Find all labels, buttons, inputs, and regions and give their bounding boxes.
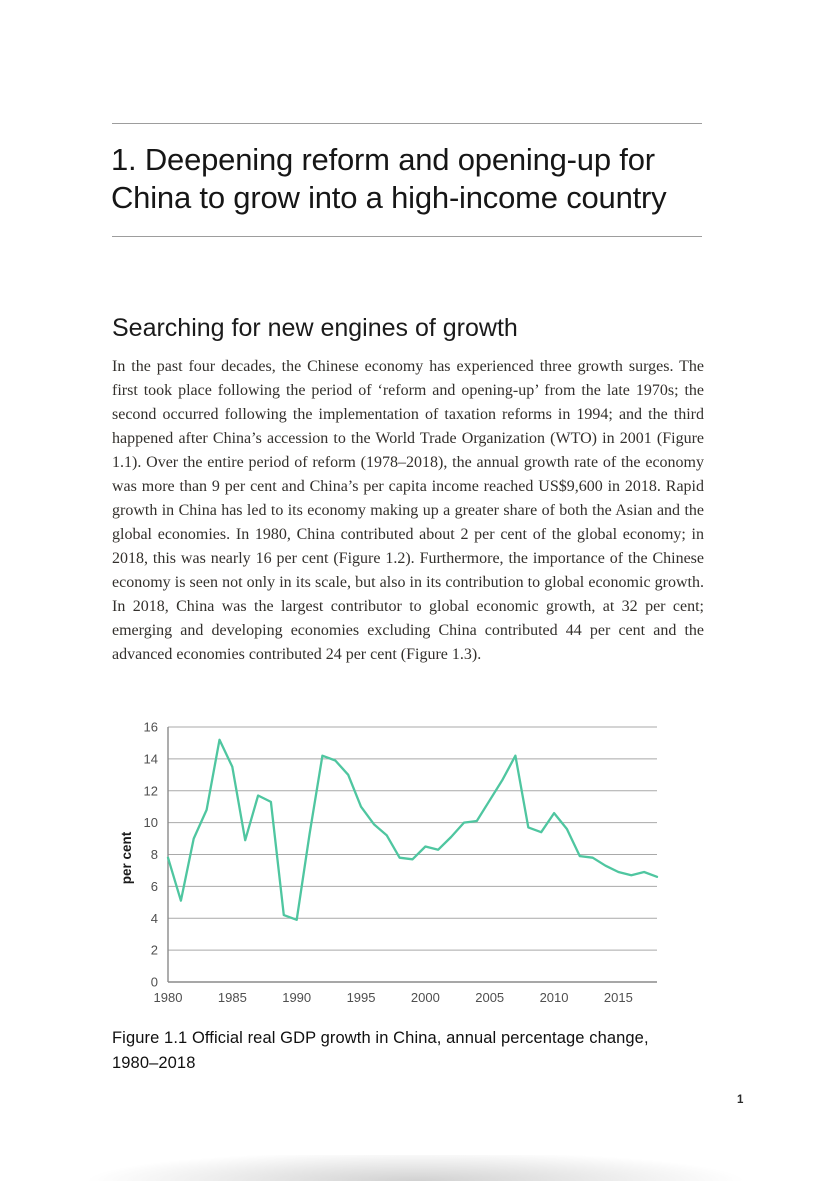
svg-text:4: 4 — [150, 910, 158, 926]
svg-text:0: 0 — [150, 974, 158, 990]
svg-text:1990: 1990 — [282, 990, 312, 1005]
svg-text:2010: 2010 — [539, 990, 569, 1005]
svg-text:6: 6 — [150, 878, 158, 894]
svg-text:1980: 1980 — [153, 990, 183, 1005]
svg-text:2: 2 — [150, 942, 158, 958]
chapter-title — [111, 141, 715, 217]
title-rule-bottom — [112, 236, 702, 237]
title-rule-top — [112, 123, 702, 124]
figure-1-1-chart-area — [100, 698, 720, 1013]
svg-text:2005: 2005 — [475, 990, 505, 1005]
svg-text:14: 14 — [143, 751, 158, 767]
chapter-title-line-1: 1. Deepening reform and opening-up for — [111, 142, 655, 177]
svg-text:2000: 2000 — [410, 990, 440, 1005]
page-number: 1 — [737, 1094, 744, 1106]
section-heading: Searching for new engines of growth — [112, 314, 518, 342]
body-paragraph: In the past four decades, the Chinese economy has experienced three growth surges. The first took place following the period of ‘reform and opening-up’ from the late 1970s; the second occurred following the implementation of taxation reforms in 1994; and the third happened after China’s accession to the World Trade Organization (WTO) in 2001 (Figure 1.1). Over the entire period of reform (1978–2018), the annual growth rate of the economy was more than 9 per cent and China’s per capita income reached US$9,600 in 2018. Rapid growth in China has led to its economy making up a greater share of both the Asian and the global economies. In 1980, China contributed about 2 per cent of the global economy; in 2018, this was nearly 16 per cent (Figure 1.2). Furthermore, the importance of the Chinese economy is seen not only in its scale, but also in its contribution to global economic growth. In 2018, China was the largest contributor to global economic growth, at 32 per cent; emerging and developing economies excluding China contributed 44 per cent and the advanced economies contributed 24 per cent (Figure 1.3). — [112, 358, 704, 663]
figure-caption: Figure 1.1 Official real GDP growth in China, annual percentage change, 1980–2018 — [112, 1029, 649, 1072]
svg-text:per cent: per cent — [119, 831, 134, 885]
svg-text:8: 8 — [150, 847, 158, 862]
svg-text:1995: 1995 — [346, 990, 376, 1005]
svg-text:10: 10 — [143, 815, 158, 831]
chapter-title-line-2: China to grow into a high-income country — [111, 180, 667, 215]
svg-text:1985: 1985 — [217, 990, 247, 1005]
svg-text:16: 16 — [143, 719, 158, 735]
svg-text:2015: 2015 — [603, 990, 633, 1005]
svg-text:12: 12 — [143, 783, 158, 799]
gdp-growth-line-chart — [100, 698, 720, 1013]
